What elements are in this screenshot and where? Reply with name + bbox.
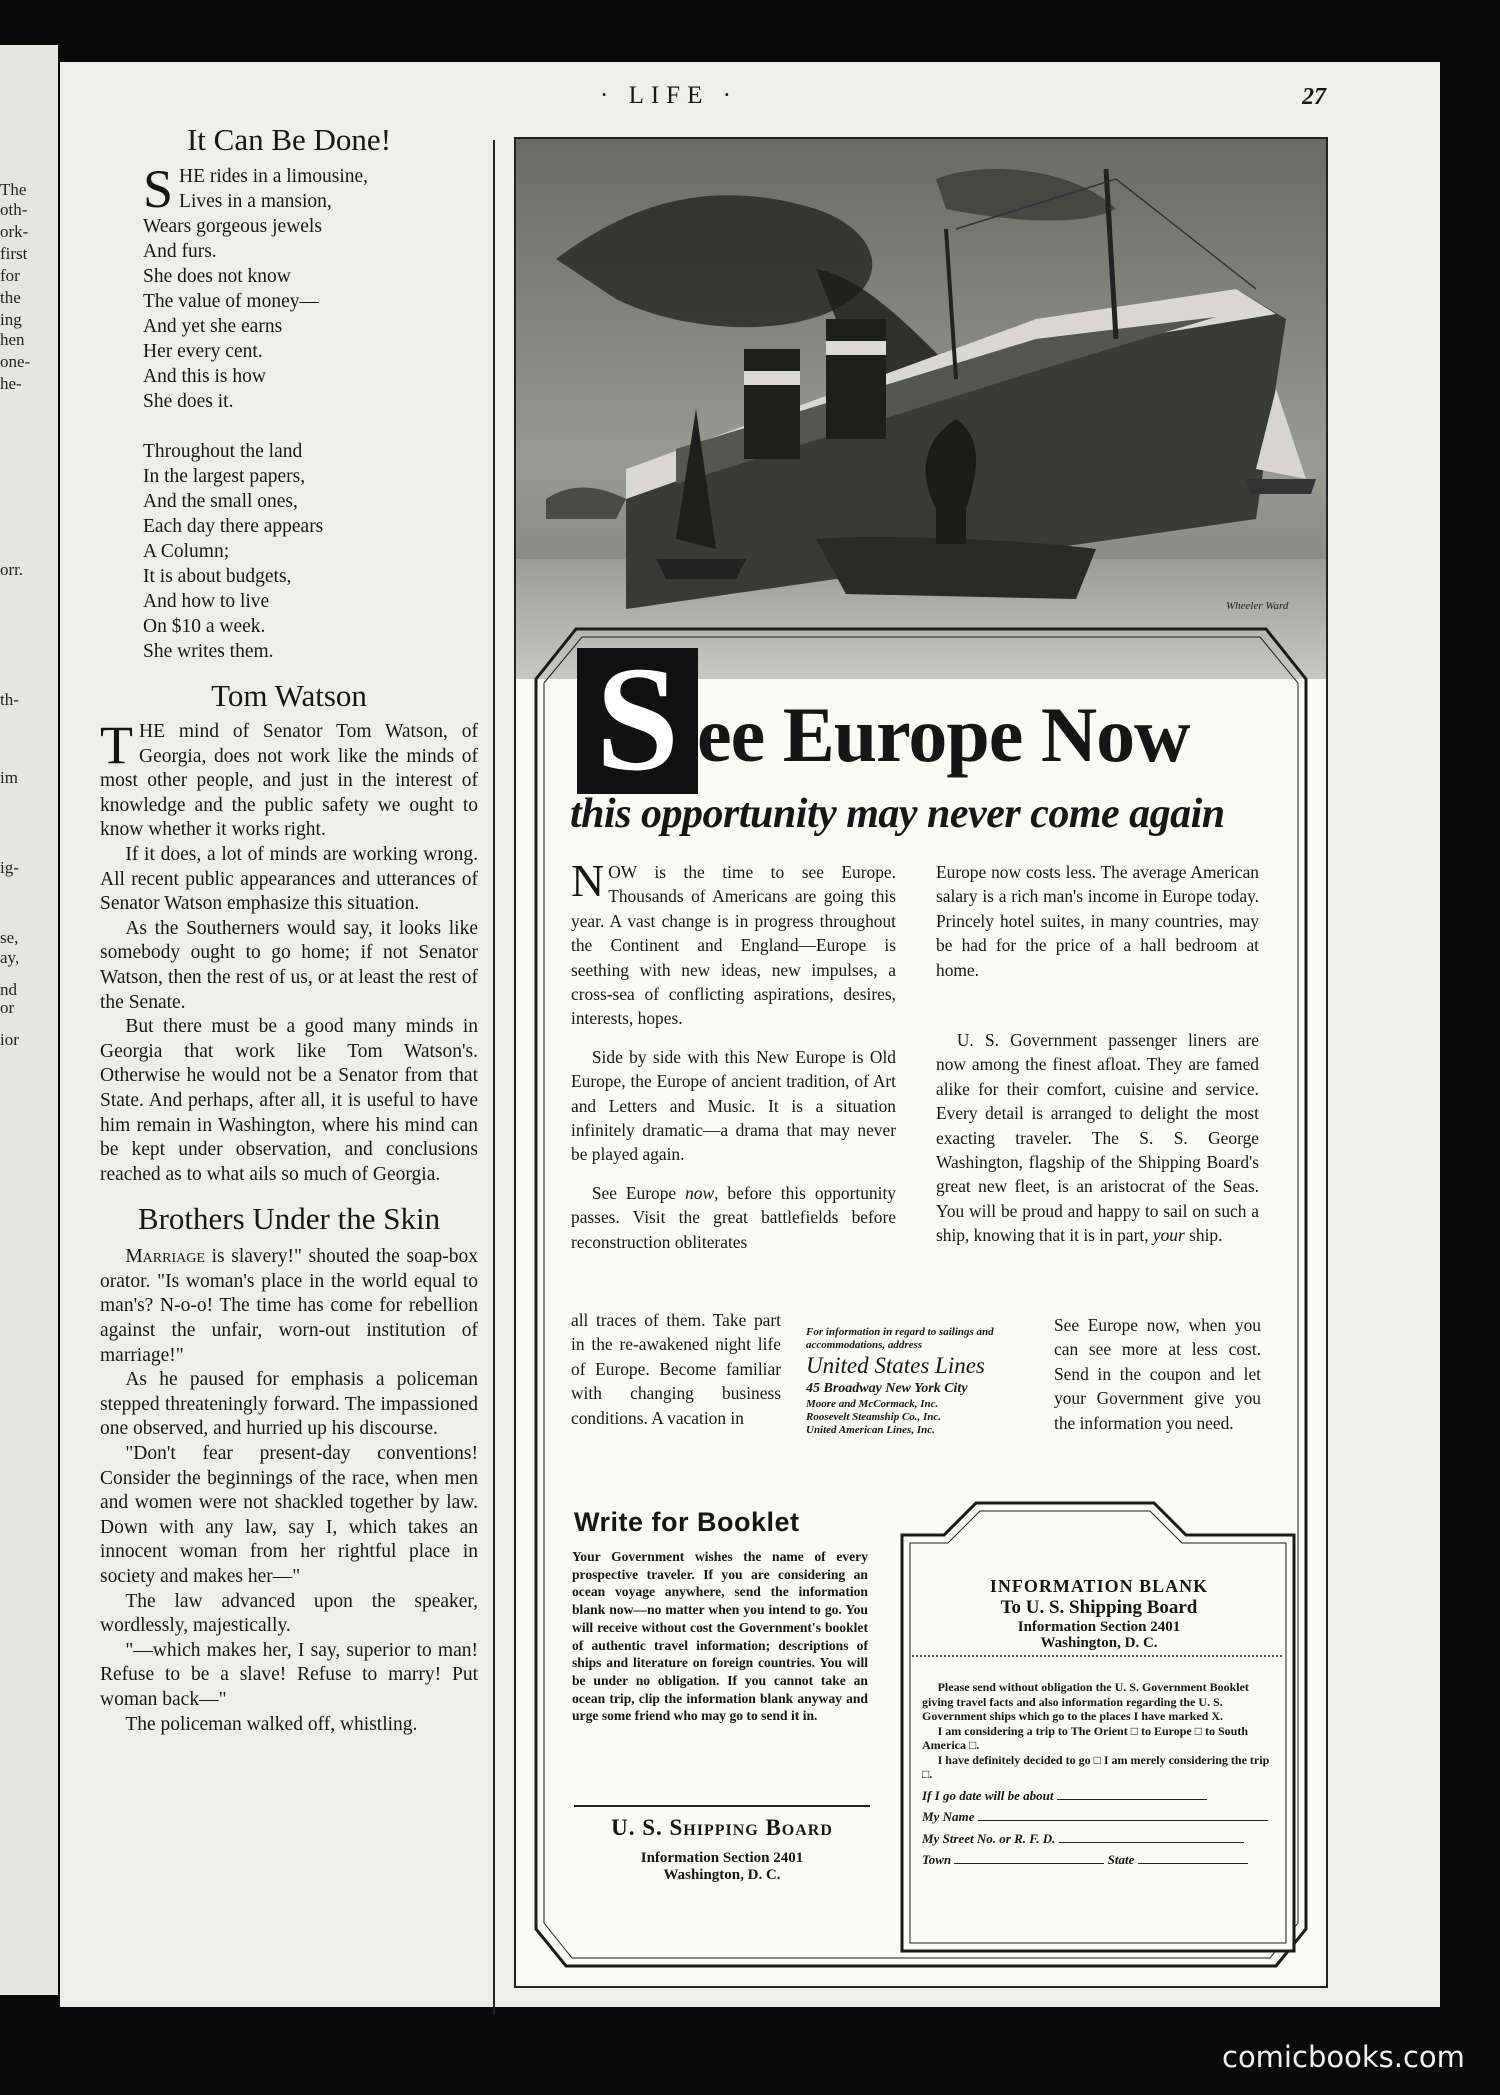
poem-line: She does not know (143, 266, 291, 287)
page-number: 27 (1302, 84, 1326, 110)
lines-agent: Moore and McCormack, Inc. (806, 1398, 939, 1410)
article-paragraph: As the Southerners would say, it looks like somebody ought to go home; if not Senator Watson, then the rest of us, or at least the rest of the Senate. (100, 917, 478, 1013)
ad-paragraph: Side by side with this New Europe is Old Europe, the Europe of ancient tradition, of Art and Letters and Music. It is a situation infinitely dramatic—a drama that may never be played again. (571, 1046, 896, 1165)
poem-line: A Column; (143, 541, 230, 562)
poem-line: It is about budgets, (143, 566, 292, 587)
adjacent-page-fragment: im (0, 768, 18, 787)
ad-paragraph: Europe now costs less. The average American salary is a rich man's income in Europe today. Princely hotel suites, in many countries, may be had for the price of a hall bedroom at home. (936, 862, 1259, 980)
adjacent-page-fragment: the (0, 288, 21, 307)
adjacent-page-fragment: se, (0, 928, 19, 947)
poem-line: Wears gorgeous jewels (143, 216, 322, 237)
shipping-lines-box (806, 1326, 1034, 1437)
site-watermark: comicbooks.com (1222, 2040, 1465, 2074)
adjacent-page-fragment: The (0, 180, 27, 199)
poem-line: The value of money— (143, 291, 319, 312)
coupon-heading: INFORMATION BLANK To U. S. Shipping Board Information Section 2401 Washington, D. C. (989, 1576, 1209, 1651)
adjacent-page-fragment: ork- (0, 222, 29, 241)
ad-paragraph: NOW is the time to see Europe. Thousands of Americans are going this year. A vast change is in progress throughout the Continent and England—Europe is seething with new ideas, new impulses, a cross-sea of conflicting aspirations, desires, interests, hopes. (571, 855, 896, 1029)
adjacent-page-fragment: ay, (0, 948, 20, 967)
poem-line: She does it. (143, 391, 234, 412)
poem-line: On $10 a week. (143, 616, 266, 637)
poem-line: And this is how (143, 366, 266, 387)
adjacent-page-fragment: ior (0, 1030, 19, 1049)
adjacent-page-fragment: hen (0, 330, 25, 349)
coupon-decision-checkboxes[interactable]: I have definitely decided to go □ I am merely considering the trip □. (922, 1752, 1270, 1781)
poem-line: Each day there appears (143, 516, 324, 537)
street-field[interactable]: My Street No. or R. F. D. (922, 1831, 1282, 1847)
headline-initial: S (577, 648, 698, 794)
poem-line: HE rides in a limousine, (179, 166, 369, 187)
poem-line: Her every cent. (143, 341, 263, 362)
poem-line: Lives in a mansion, (179, 191, 332, 212)
ad-column-2 (936, 860, 1259, 1248)
poem-line: And furs. (143, 241, 217, 262)
lines-info: For information in regard to sailings and accommodations, address (806, 1326, 994, 1351)
adjacent-page-fragment: orr. (0, 560, 24, 579)
article-title: Brothers Under the Skin (137, 1201, 441, 1237)
drop-cap: N (571, 855, 605, 906)
town-state-field[interactable]: Town State (922, 1852, 1282, 1868)
article-paragraph: If it does, a lot of minds are working wrong. All recent public appearances and utterances of Senator Watson emphasize this situation. (100, 843, 478, 915)
coupon-text: Please send without obligation the U. S. Government Booklet giving travel facts and also information regarding the U. S. Government ships which go to the places I have marked X. (922, 1680, 1249, 1723)
shipping-board-address: Information Section 2401 Washington, D. C. (640, 1850, 804, 1883)
article-paragraph: As he paused for emphasis a policeman stepped threateningly forward. The impassioned one observed, and hurried up his discourse. (100, 1369, 478, 1440)
adjacent-page-fragment: ig- (0, 858, 19, 877)
adjacent-page-fragment: for (0, 266, 20, 285)
information-blank-coupon[interactable] (922, 1680, 1282, 1868)
ad-column-1-continued: all traces of them. Take part in the re-awakened night life of Europe. Become familiar with changing business conditions. A vacation in (571, 1310, 781, 1428)
poem (143, 159, 478, 414)
poem-stanza (143, 439, 478, 664)
poem-line: In the largest papers, (143, 466, 306, 487)
ad-paragraph: See Europe now, before this opportunity passes. Visit the great battlefields before reconstruction obliterates (571, 1182, 896, 1252)
adjacent-page-fragment: nd (0, 980, 17, 999)
article-paragraph: The law advanced upon the speaker, wordlessly, majestically. (100, 1590, 478, 1637)
poem-line: And yet she earns (143, 316, 283, 337)
ad-headline: ee Europe Now (697, 691, 1190, 778)
article-title: It Can Be Done! (186, 122, 392, 157)
adjacent-page-strip (0, 45, 58, 1995)
article-paragraph: But there must be a good many minds in Georgia that work like Tom Watson's. Otherwise he would not be a Senator from that State. And perhaps, after all, it is useful to have him remain in Washington, where his mind can be kept under observation, and conclusions reached as to what ails so much of Georgia. (100, 1016, 478, 1185)
coupon-destination-checkboxes[interactable]: I am considering a trip to The Orient □ to Europe □ to South America □. (922, 1723, 1248, 1752)
magazine-title: · LIFE · (600, 82, 738, 109)
lines-name: United States Lines (806, 1353, 985, 1378)
ad-tagline: this opportunity may never come again (570, 791, 1225, 837)
ad-column-1 (571, 855, 896, 1254)
article-paragraph: "Don't fear present-day conventions! Consider the beginnings of the race, when men and women were not shackled together by law. Down with any law, say I, which takes an innocent woman from her rightful place in society and makes her—" (100, 1443, 478, 1587)
drop-cap: T (100, 715, 133, 775)
lines-address: 45 Broadway New York City (806, 1381, 968, 1396)
poem-line: Throughout the land (143, 441, 303, 462)
article-paragraph: "—which makes her, I say, superior to man! Refuse to be a slave! Refuse to marry! Put woman back—" (100, 1639, 478, 1710)
artist-signature: Wheeler Ward (1226, 600, 1289, 612)
poem-line: And how to live (143, 591, 270, 612)
adjacent-page-fragment: th- (0, 690, 19, 709)
booklet-heading: Write for Booklet (574, 1507, 800, 1537)
poem-line: She writes them. (143, 641, 274, 662)
adjacent-page-fragment: or (0, 998, 15, 1017)
shipping-board-name: U. S. Shipping Board (574, 1805, 870, 1841)
article-paragraph: THE mind of Senator Tom Watson, of Georgia, does not work like the minds of most other people, and just in the interest of knowledge and the public safety we ought to know whether it works right. (100, 715, 478, 841)
adjacent-page-fragment: he- (0, 374, 22, 393)
adjacent-page-fragment: ing (0, 310, 22, 329)
lines-agent: Roosevelt Steamship Co., Inc. (806, 1411, 942, 1423)
name-field[interactable]: My Name (922, 1809, 1282, 1825)
article-paragraph: Marriage is slavery!" shouted the soap-box orator. "Is woman's place in the world equal to man's? N-o-o! The time has come for rebellion against the unfair, worn-out institution of marriage!" (100, 1246, 478, 1366)
article-title: Tom Watson (211, 678, 367, 713)
article-paragraph: The policeman walked off, whistling. (125, 1713, 418, 1735)
left-column (100, 122, 478, 1737)
poem-line: And the small ones, (143, 491, 298, 512)
adjacent-page-fragment: one- (0, 352, 31, 371)
lines-agent: United American Lines, Inc. (806, 1424, 935, 1436)
booklet-text: Your Government wishes the name of every prospective traveler. If you are considering an ocean voyage anywhere, send the information blank now—no matter when you intend to go. You will receive without cost the Government's booklet of authentic travel information; descriptions of ships and literature on foreign countries. You will be under no obligation. If you cannot take an ocean trip, clip the information blank anyway and urge some friend who may go to send it in. (572, 1549, 868, 1724)
drop-cap: S (143, 159, 174, 219)
column-divider (493, 140, 495, 2015)
ad-column-3: See Europe now, when you can see more at less cost. Send in the coupon and let your Government give you the information you need. (1054, 1315, 1261, 1433)
adjacent-page-fragment: first (0, 244, 28, 263)
date-field[interactable]: If I go date will be about (922, 1788, 1282, 1804)
adjacent-page-fragment: oth- (0, 200, 28, 219)
ad-paragraph: U. S. Government passenger liners are now among the finest afloat. They are famed alike for their comfort, cuisine and service. Every detail is arranged to delight the most exacting traveler. The S. S. George Washington, flagship of the Shipping Board's great new fleet, is an aristocrat of the Seas. You will be proud and happy to sail on such a ship, knowing that it is in part, your ship. (936, 1030, 1259, 1246)
